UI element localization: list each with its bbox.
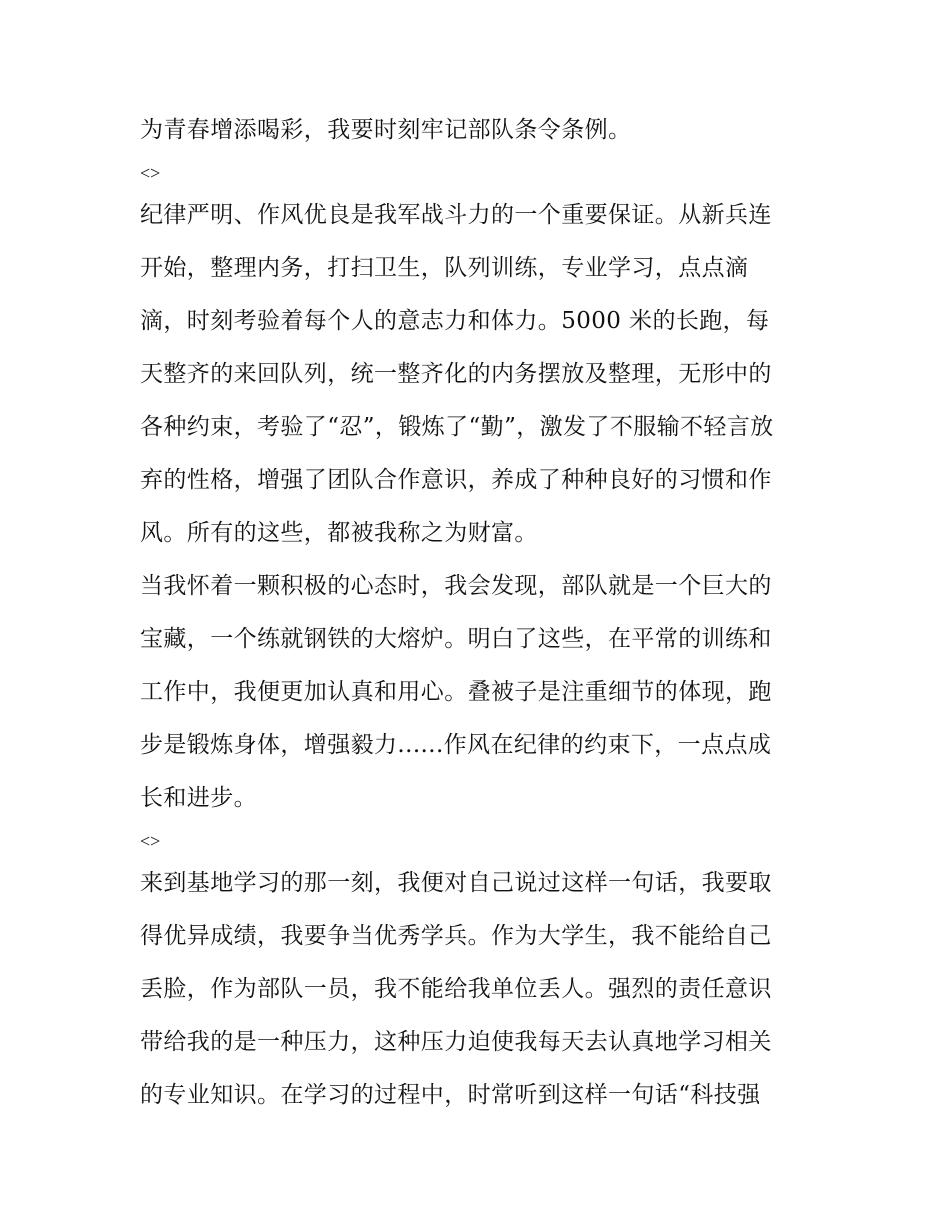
text-line: 丢脸，作为部队一员，我不能给我单位丢人。强烈的责任意识 [140, 976, 772, 1002]
text-line: 当我怀着一颗积极的心态时，我会发现，部队就是一个巨大的 [140, 573, 772, 599]
text-line: 来到基地学习的那一刻，我便对自己说过这样一句话，我要取 [140, 870, 772, 896]
text-line: 长和进步。 [140, 785, 257, 811]
section-marker: <> [140, 163, 161, 183]
text-line: 工作中，我便更加认真和用心。叠被子是注重细节的体现，跑 [140, 679, 772, 705]
text-line: 宝藏，一个练就钢铁的大熔炉。明白了这些，在平常的训练和 [140, 626, 772, 652]
text-line: 纪律严明、作风优良是我军战斗力的一个重要保证。从新兵连 [140, 202, 772, 228]
text-line: 的专业知识。在学习的过程中，时常听到这样一句话“科技强 [140, 1082, 761, 1108]
text-line: 带给我的是一种压力，这种压力迫使我每天去认真地学习相关 [140, 1029, 772, 1055]
text-line: 天整齐的来回队列，统一整齐化的内务摆放及整理，无形中的 [140, 361, 772, 387]
text-line: 风。所有的这些，都被我称之为财富。 [140, 520, 538, 546]
text-line: 各种约束，考验了“忍”，锻炼了“勤”，激发了不服输不轻言放 [140, 414, 774, 440]
text-line: 步是锻炼身体，增强毅力......作风在纪律的约束下，一点点成 [140, 732, 772, 758]
text-line: 为青春增添喝彩，我要时刻牢记部队条令条例。 [140, 117, 632, 143]
section-marker: <> [140, 831, 161, 851]
document-body [140, 104, 812, 1122]
text-line: 弃的性格，增强了团队合作意识，养成了种种良好的习惯和作 [140, 467, 772, 493]
text-line: 滴，时刻考验着每个人的意志力和体力。5000 米的长跑，每 [140, 308, 770, 334]
text-line: 开始，整理内务，打扫卫生，队列训练，专业学习，点点滴 [140, 255, 749, 281]
text-line: 得优异成绩，我要争当优秀学兵。作为大学生，我不能给自己 [140, 923, 772, 949]
